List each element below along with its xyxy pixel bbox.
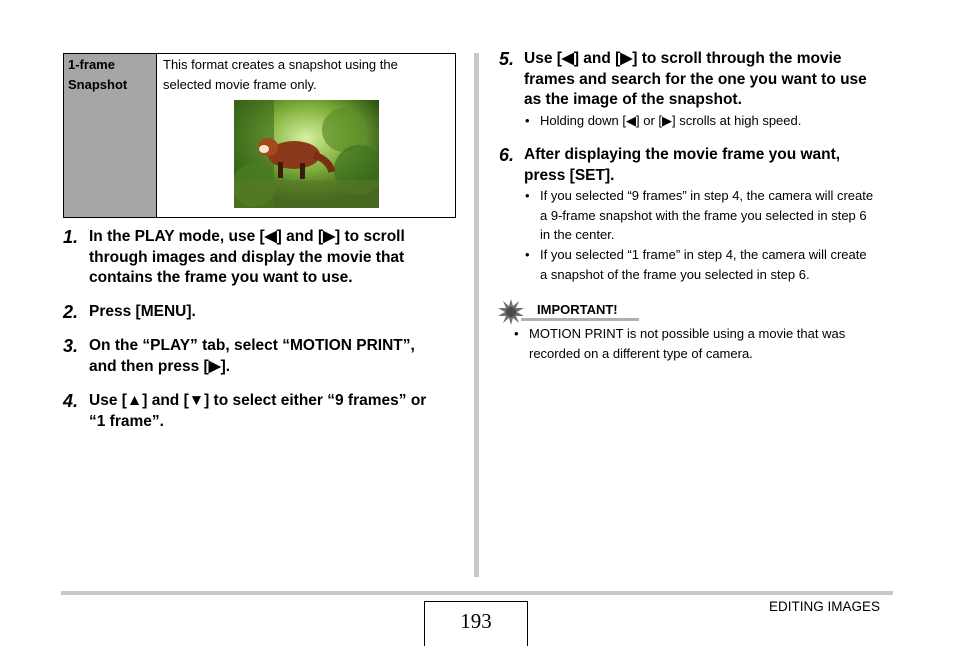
red-panda-photo <box>234 100 379 208</box>
step-6-line2: press [SET]. <box>524 166 615 184</box>
step-6-text <box>524 145 904 186</box>
column-divider <box>474 53 479 577</box>
important-underline <box>521 318 639 321</box>
step-6-bullet-b <box>525 245 900 284</box>
bullet-dot: • <box>525 113 530 128</box>
bullet-dot: • <box>525 188 530 203</box>
table-header-line2: Snapshot <box>68 77 128 92</box>
step-1-text <box>89 227 469 289</box>
bullet-dot: • <box>514 326 519 341</box>
step-2-number: 2. <box>63 302 79 322</box>
table-header-line1: 1-frame <box>68 57 115 72</box>
table-description <box>163 55 451 95</box>
table-desc-line1: This format creates a snapshot using the <box>163 57 398 72</box>
step-6a-line3: in the center. <box>540 227 615 242</box>
step-5-number: 5. <box>499 49 515 69</box>
step-5-line2: frames and search for the one you want to use <box>524 70 867 88</box>
step-4-text <box>89 391 469 432</box>
section-title: EDITING IMAGES <box>769 599 881 614</box>
step-3-text <box>89 336 469 377</box>
step-5-line3: as the image of the snapshot. <box>524 91 742 108</box>
step-5-text <box>524 49 904 111</box>
table-desc-line2: selected movie frame only. <box>163 77 317 92</box>
step-5-bullet <box>525 111 900 131</box>
step-6b-line1: If you selected “1 frame” in step 4, the camera will create <box>540 247 867 262</box>
bullet-dot: • <box>525 247 530 262</box>
step-1-line3: contains the frame you want to use. <box>89 269 353 286</box>
important-burst-icon <box>498 299 524 330</box>
page-number: 193 <box>424 601 528 646</box>
step-2-line1: Press [MENU]. <box>89 303 196 320</box>
step-3-line1: On the “PLAY” tab, select “MOTION PRINT”, <box>89 337 415 354</box>
step-5-bullet-line1: Holding down [◀] or [▶] scrolls at high speed. <box>540 113 802 128</box>
step-6-bullet-a <box>525 186 900 245</box>
step-2-text <box>89 302 469 323</box>
step-6b-line2: a snapshot of the frame you selected in step 6. <box>540 266 810 282</box>
footer-rule <box>61 591 893 595</box>
important-bullet <box>514 324 899 363</box>
step-5-line1: Use [◀] and [▶] to scroll through the movie <box>524 50 842 67</box>
step-3-line2: and then press [▶]. <box>89 357 231 375</box>
step-4-line1: Use [▲] and [▼] to select either “9 frames” or <box>89 392 427 409</box>
step-6a-line1: If you selected “9 frames” in step 4, the camera will create <box>540 188 874 203</box>
step-4-number: 4. <box>63 391 79 411</box>
step-3-number: 3. <box>63 336 79 356</box>
important-line2: recorded on a different type of camera. <box>529 345 753 361</box>
step-6a-line2: a 9-frame snapshot with the frame you selected in step 6 <box>540 207 867 223</box>
step-1-line2: through images and display the movie that <box>89 248 405 266</box>
format-table <box>63 53 456 218</box>
important-label: IMPORTANT! <box>537 302 618 317</box>
step-6-line1: After displaying the movie frame you want, <box>524 146 841 163</box>
step-1-line1: In the PLAY mode, use [◀] and [▶] to scroll <box>89 228 405 245</box>
step-1-number: 1. <box>63 227 79 247</box>
step-6-number: 6. <box>499 145 515 165</box>
important-line1: MOTION PRINT is not possible using a movie that was <box>529 326 846 341</box>
step-4-line2: “1 frame”. <box>89 412 164 430</box>
table-header-cell <box>64 54 157 217</box>
